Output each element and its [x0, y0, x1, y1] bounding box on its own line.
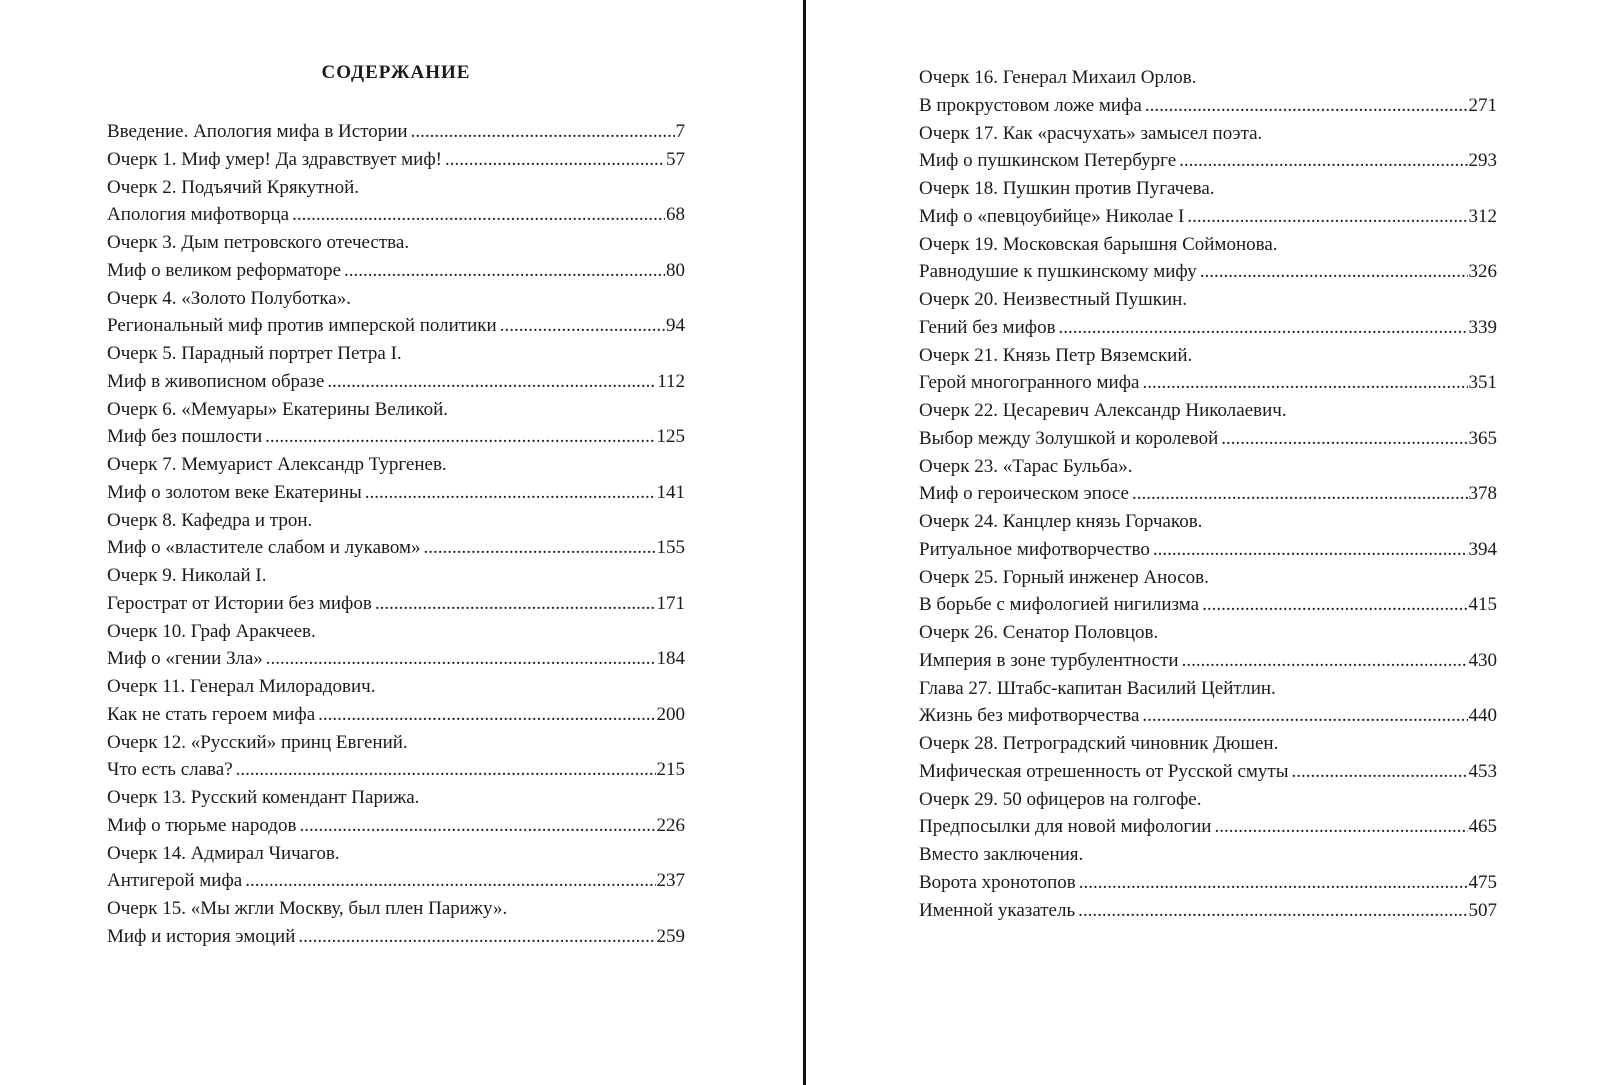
toc-entry-line-with-page [107, 257, 685, 285]
toc-entry [107, 118, 685, 146]
toc-entry-title: Миф о «властителе слабом и лукавом» [107, 537, 421, 559]
toc-entry-title: Очерк 22. Цесаревич Александр Николаевич. [919, 400, 1287, 421]
toc-page-number: 184 [656, 648, 685, 670]
toc-page-number: 125 [656, 426, 685, 448]
toc-entry-line-with-page [919, 869, 1497, 897]
toc-entry-title: Очерк 3. Дым петровского отечества. [107, 232, 410, 253]
toc-entry-line-with-page [107, 812, 685, 840]
toc-entry-line [919, 231, 1497, 259]
dot-leader [245, 867, 655, 895]
toc-page-number: 378 [1468, 483, 1497, 505]
toc-entry [919, 453, 1497, 509]
toc-entry-title: Очерк 18. Пушкин против Пугачева. [919, 178, 1215, 199]
toc-entry-line [919, 675, 1497, 703]
toc-entry [107, 840, 685, 896]
toc-entry-title: Миф о героическом эпосе [919, 483, 1129, 505]
toc-entry-title: Гений без мифов [919, 316, 1056, 338]
toc-entry-line [107, 729, 685, 757]
toc-entry-line-with-page [919, 647, 1497, 675]
toc-entry-title: Очерк 26. Сенатор Половцов. [919, 622, 1159, 643]
toc-page-number: 215 [656, 759, 685, 781]
toc-entry-title: Апология мифотворца [107, 204, 290, 226]
toc-entry-title: Очерк 15. «Мы жгли Москву, был плен Парижу». [107, 898, 508, 919]
toc-entry-line-with-page [107, 312, 685, 340]
dot-leader [318, 701, 655, 729]
toc-entry-line [107, 673, 685, 701]
toc-heading: СОДЕРЖАНИЕ [321, 62, 471, 83]
toc-page-number: 293 [1468, 150, 1497, 172]
dot-leader [1079, 869, 1468, 897]
toc-entry-line [919, 564, 1497, 592]
toc-entry-line [107, 340, 685, 368]
toc-entry-line-with-page [919, 536, 1497, 564]
toc-entry-line [107, 285, 685, 313]
toc-entry-line-with-page [107, 923, 685, 951]
toc-entry-title: В борьбе с мифологией нигилизма [919, 594, 1200, 616]
toc-entry-title: Герой многогранного мифа [919, 372, 1140, 394]
toc-entry-title: Миф и история эмоций [107, 925, 296, 947]
toc-entry [107, 507, 685, 563]
toc-page-number: 271 [1468, 94, 1497, 116]
toc-entry-line [919, 286, 1497, 314]
toc-entry-title: Очерк 21. Князь Петр Вяземский. [919, 344, 1193, 366]
toc-entry-line-with-page [919, 425, 1497, 453]
toc-entry [107, 174, 685, 230]
toc-page-number: 415 [1468, 594, 1497, 616]
dot-leader [1059, 314, 1468, 342]
dot-leader [327, 368, 656, 396]
toc-page-number: 112 [657, 370, 685, 392]
toc-page-number: 312 [1468, 205, 1497, 227]
toc-entry-line [919, 453, 1497, 481]
toc-entry-line [919, 730, 1497, 758]
toc-entry-line-with-page [919, 92, 1497, 120]
toc-entry-line [919, 175, 1497, 203]
toc-entry-title: Очерк 20. Неизвестный Пушкин. [919, 289, 1188, 310]
toc-entry-line-with-page [107, 201, 685, 229]
toc-entry [919, 564, 1497, 620]
toc-entry-title: Введение. Апология мифа в Истории [107, 121, 408, 142]
dot-leader [1182, 647, 1468, 675]
toc-entry-line-with-page [919, 147, 1497, 175]
toc-entry-line-with-page [919, 203, 1497, 231]
toc-entry [107, 618, 685, 674]
toc-entry-line-with-page [107, 590, 685, 618]
toc-entry [919, 120, 1497, 176]
page-divider [803, 0, 806, 1085]
dot-leader [1142, 369, 1467, 397]
toc-entry-title: Очерк 7. Мемуарист Александр Тургенев. [107, 454, 447, 475]
toc-page-number: 326 [1468, 261, 1497, 283]
toc-entry [107, 229, 685, 285]
toc-entry-title: Очерк 1. Миф умер! Да здравствует миф! [107, 148, 442, 170]
toc-entry-title: Миф о тюрьме народов [107, 814, 297, 836]
dot-leader [375, 590, 656, 618]
toc-entry-title: Равнодушие к пушкинскому мифу [919, 261, 1197, 283]
toc-entry-title: Миф в живописном образе [107, 370, 325, 392]
toc-entry-title: Ворота хронотопов [919, 871, 1076, 893]
dot-leader [1078, 897, 1467, 925]
toc-list-right [919, 64, 1497, 924]
toc-entry-title: Очерк 28. Петроградский чиновник Дюшен. [919, 733, 1279, 754]
toc-entry-line-with-page [919, 897, 1497, 925]
toc-entry [919, 619, 1497, 675]
toc-entry-title: Выбор между Золушкой и королевой [919, 427, 1219, 449]
toc-entry-title: Империя в зоне турбулентности [919, 649, 1179, 671]
toc-entry-title: Очерк 11. Генерал Милорадович. [107, 676, 376, 697]
toc-entry [107, 285, 685, 341]
toc-entry-line [919, 120, 1497, 148]
toc-entry [919, 730, 1497, 786]
toc-entry-line-with-page [919, 480, 1497, 508]
dot-leader [1142, 702, 1467, 730]
dot-leader [344, 257, 665, 285]
toc-entry [107, 146, 685, 174]
toc-entry-line [107, 396, 685, 424]
dot-leader [445, 146, 665, 174]
dot-leader [411, 118, 675, 146]
toc-entry-line [919, 786, 1497, 814]
dot-leader [1179, 147, 1467, 175]
toc-entry-line [107, 618, 685, 646]
toc-page-number: 57 [666, 148, 685, 170]
toc-entry-line [107, 229, 685, 257]
toc-entry-line [919, 397, 1497, 425]
toc-entry-title: Миф о пушкинском Петербурге [919, 150, 1177, 172]
toc-entry [919, 64, 1497, 120]
toc-page-number: 351 [1468, 372, 1497, 394]
toc-list-left [107, 118, 685, 951]
toc-entry-title: Миф о золотом веке Екатерины [107, 481, 362, 503]
toc-page-number: 80 [666, 259, 685, 281]
toc-entry-line [107, 895, 685, 923]
dot-leader [236, 756, 656, 784]
dot-leader [1145, 92, 1468, 120]
toc-page-number: 155 [656, 537, 685, 559]
toc-entry-line-with-page [107, 701, 685, 729]
toc-entry-line [107, 507, 685, 535]
toc-page-number: 259 [656, 925, 685, 947]
toc-entry-line [919, 508, 1497, 536]
toc-page-number: 237 [656, 870, 685, 892]
toc-entry-title: Очерк 4. «Золото Полуботка». [107, 287, 352, 309]
toc-entry [919, 397, 1497, 453]
toc-entry-title: Очерк 29. 50 офицеров на голгофе. [919, 788, 1202, 810]
toc-entry [107, 673, 685, 729]
toc-entry-line-with-page [107, 479, 685, 507]
toc-entry [919, 342, 1497, 398]
toc-entry [919, 841, 1497, 897]
toc-page-number: 226 [656, 814, 685, 836]
toc-entry-line-with-page [919, 758, 1497, 786]
dot-leader [1221, 425, 1467, 453]
toc-page-number: 7 [675, 121, 685, 142]
toc-entry [919, 786, 1497, 842]
toc-entry-title: Очерк 16. Генерал Михаил Орлов. [919, 67, 1197, 88]
toc-page-number: 200 [656, 703, 685, 725]
toc-entry-title: Очерк 23. «Тарас Бульба». [919, 455, 1133, 477]
toc-entry-line-with-page [107, 867, 685, 895]
toc-entry [107, 451, 685, 507]
dot-leader [298, 923, 655, 951]
dot-leader [1153, 536, 1468, 564]
toc-entry-title: Очерк 24. Канцлер князь Горчаков. [919, 511, 1203, 532]
dot-leader [265, 423, 655, 451]
toc-entry-line-with-page [107, 146, 685, 174]
toc-entry [107, 396, 685, 452]
toc-page-number: 453 [1468, 760, 1497, 782]
toc-entry [107, 784, 685, 840]
toc-page-number: 94 [666, 315, 685, 337]
toc-entry-title: Вместо заключения. [919, 844, 1084, 865]
toc-entry-line [107, 451, 685, 479]
toc-entry-title: Очерк 2. Подъячий Крякутной. [107, 176, 360, 198]
toc-entry-title: Очерк 5. Парадный портрет Петра I. [107, 343, 402, 364]
toc-page-number: 394 [1468, 538, 1497, 560]
toc-entry-title: Очерк 17. Как «расчухать» замысел поэта. [919, 122, 1263, 144]
toc-entry-line-with-page [107, 118, 685, 146]
toc-page-number: 507 [1468, 899, 1497, 921]
dot-leader [1292, 758, 1468, 786]
toc-entry-title: Очерк 12. «Русский» принц Евгений. [107, 731, 408, 753]
toc-entry-line-with-page [919, 369, 1497, 397]
toc-entry-line-with-page [919, 813, 1497, 841]
toc-entry-title: Как не стать героем мифа [107, 703, 316, 725]
toc-entry-line [107, 562, 685, 590]
toc-entry [919, 286, 1497, 342]
toc-entry-title: Миф о великом реформаторе [107, 259, 342, 281]
toc-entry-line-with-page [919, 591, 1497, 619]
toc-entry [107, 562, 685, 618]
toc-entry-title: Именной указатель [919, 899, 1076, 921]
toc-entry [919, 675, 1497, 731]
toc-page-number: 141 [656, 481, 685, 503]
toc-entry-title: Глава 27. Штабс-капитан Василий Цейтлин. [919, 677, 1276, 699]
dot-leader [292, 201, 665, 229]
toc-entry-title: Предпосылки для новой мифологии [919, 816, 1212, 838]
toc-entry-line-with-page [919, 314, 1497, 342]
toc-entry-title: Очерк 6. «Мемуары» Екатерины Великой. [107, 398, 449, 420]
toc-entry-line [919, 619, 1497, 647]
toc-page-number: 339 [1468, 316, 1497, 338]
toc-entry [107, 729, 685, 785]
toc-entry-title: Антигерой мифа [107, 870, 243, 892]
toc-entry-title: Очерк 13. Русский комендант Парижа. [107, 787, 420, 808]
toc-entry-title: Очерк 9. Николай I. [107, 565, 267, 586]
toc-entry-title: Миф о «гении Зла» [107, 648, 263, 670]
toc-entry-line [919, 841, 1497, 869]
toc-page-number: 475 [1468, 871, 1497, 893]
dot-leader [1202, 591, 1467, 619]
dot-leader [299, 812, 655, 840]
toc-entry-line-with-page [107, 645, 685, 673]
toc-entry-title: Герострат от Истории без мифов [107, 592, 372, 614]
toc-page-number: 171 [656, 592, 685, 614]
toc-page-number: 430 [1468, 649, 1497, 671]
toc-entry-line [107, 840, 685, 868]
toc-entry-title: Очерк 25. Горный инженер Аносов. [919, 566, 1209, 588]
dot-leader [500, 312, 665, 340]
toc-entry [919, 231, 1497, 287]
toc-entry [919, 508, 1497, 564]
toc-entry-title: Очерк 19. Московская барышня Соймонова. [919, 233, 1278, 255]
toc-page-number: 68 [666, 204, 685, 226]
toc-entry-title: Мифическая отрешенность от Русской смуты [919, 760, 1289, 782]
toc-entry-line-with-page [107, 534, 685, 562]
toc-entry-title: Ритуальное мифотворчество [919, 538, 1150, 560]
dot-leader [365, 479, 656, 507]
toc-entry [107, 340, 685, 396]
dot-leader [424, 534, 656, 562]
toc-entry-title: Миф о «певцоубийце» Николае I [919, 205, 1185, 227]
toc-entry [919, 897, 1497, 925]
toc-page-number: 465 [1468, 816, 1497, 838]
dot-leader [1200, 258, 1468, 286]
toc-page-number: 440 [1468, 705, 1497, 727]
toc-entry-title: Очерк 10. Граф Аракчеев. [107, 620, 316, 642]
toc-entry [107, 895, 685, 951]
toc-entry-title: Миф без пошлости [107, 426, 263, 448]
toc-entry-title: В прокрустовом ложе мифа [919, 94, 1142, 116]
toc-entry-line [107, 174, 685, 202]
dot-leader [1132, 480, 1468, 508]
toc-entry-title: Что есть слава? [107, 759, 233, 781]
toc-entry-line [919, 64, 1497, 92]
toc-entry-line-with-page [919, 258, 1497, 286]
toc-entry-title: Региональный миф против имперской политики [107, 315, 497, 337]
dot-leader [1214, 813, 1467, 841]
toc-entry-line [919, 342, 1497, 370]
toc-page-number: 365 [1468, 427, 1497, 449]
toc-entry-line-with-page [107, 368, 685, 396]
toc-entry-line [107, 784, 685, 812]
dot-leader [266, 645, 656, 673]
toc-entry-title: Очерк 14. Адмирал Чичагов. [107, 842, 340, 864]
toc-entry-title: Жизнь без мифотворчества [919, 705, 1140, 727]
toc-entry-line-with-page [919, 702, 1497, 730]
toc-entry-line-with-page [107, 756, 685, 784]
toc-entry [919, 175, 1497, 231]
dot-leader [1187, 203, 1467, 231]
toc-entry-line-with-page [107, 423, 685, 451]
toc-entry-title: Очерк 8. Кафедра и трон. [107, 509, 313, 531]
